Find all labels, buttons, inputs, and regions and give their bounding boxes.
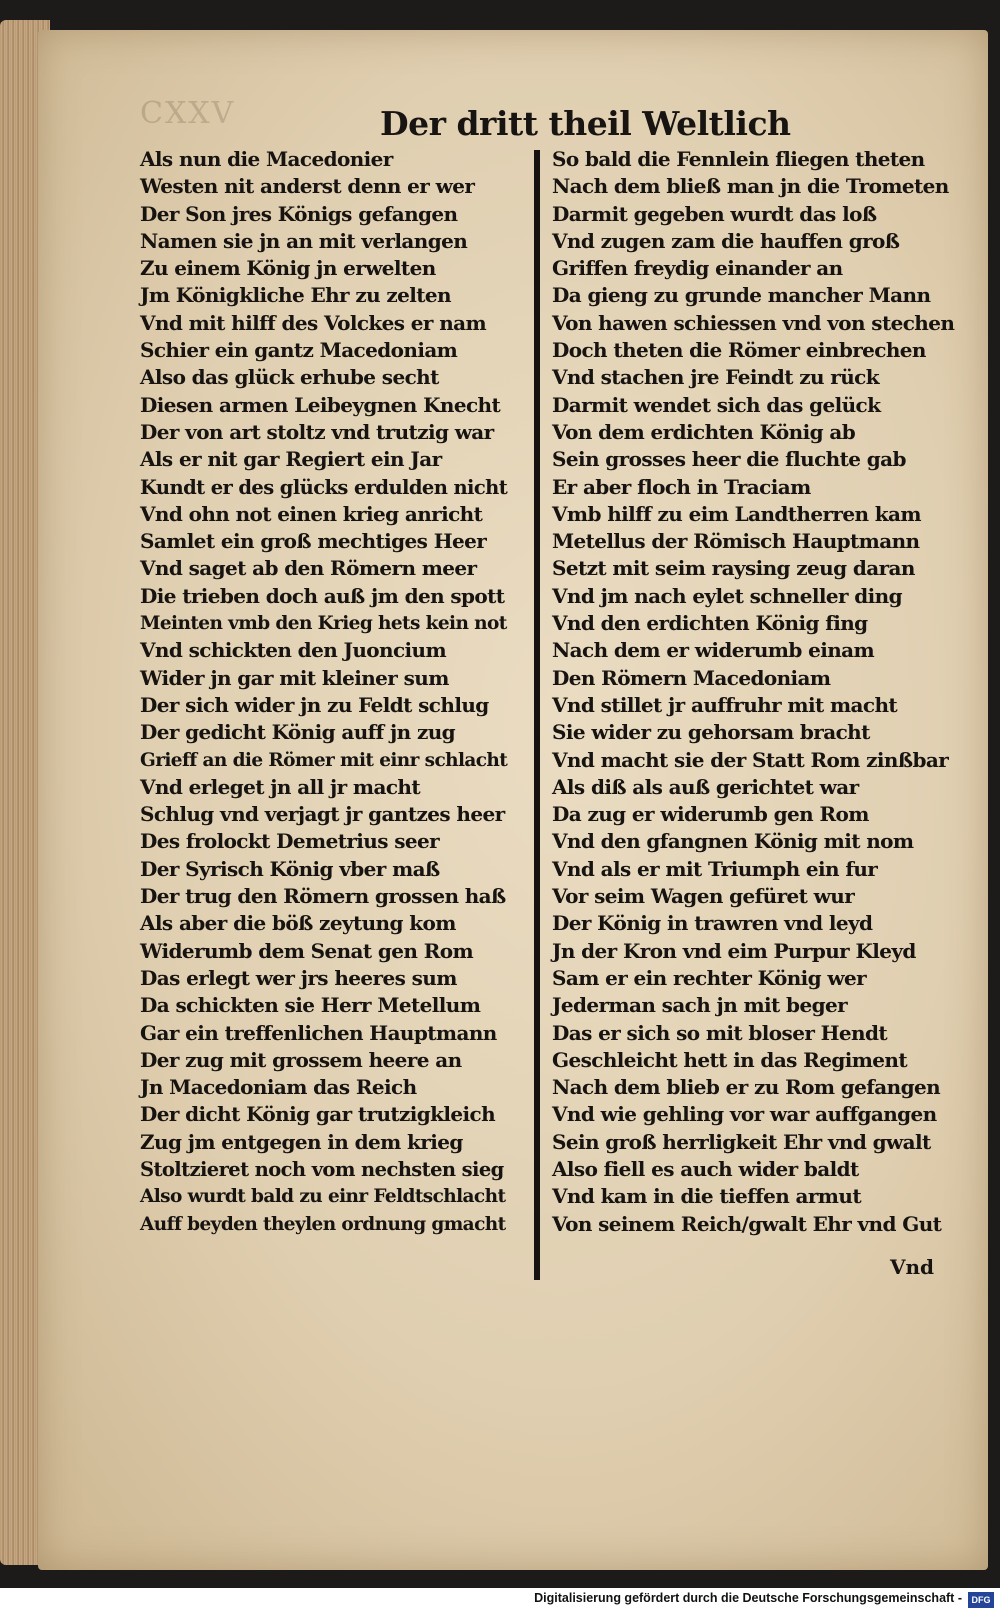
verse-line: Er aber floch in Traciam — [552, 474, 811, 499]
verse-line: Vnd saget ab den Römern meer — [140, 556, 477, 581]
verse-line: Den Römern Macedoniam — [552, 665, 831, 690]
verse-line: Widerumb dem Senat gen Rom — [140, 938, 474, 963]
verse-line: Meinten vmb den Krieg hets kein not — [140, 613, 507, 635]
verse-line: Diesen armen Leibeygnen Knecht — [140, 392, 501, 417]
verse-line: Nach dem er widerumb einam — [552, 638, 875, 663]
verse-line: Also das glück erhube secht — [140, 365, 439, 390]
verse-line: Vnd schickten den Juoncium — [140, 638, 447, 663]
digitization-credit: Digitalisierung gefördert durch die Deutsche Forschungsgemeinschaft - — [534, 1591, 962, 1605]
verse-line: Namen sie jn an mit verlangen — [140, 228, 468, 253]
verse-line: Der von art stoltz vnd trutzig war — [140, 419, 494, 444]
verse-line: Zu einem König jn erwelten — [140, 256, 436, 281]
verse-line: Darmit gegeben wurdt das loß — [552, 201, 877, 226]
verse-line: So bald die Fennlein fliegen theten — [552, 147, 925, 171]
verse-line: Auff beyden theylen ordnung gmacht — [140, 1213, 506, 1235]
dfg-logo-icon: DFG — [968, 1592, 994, 1608]
verse-line: Der zug mit grossem heere an — [140, 1047, 462, 1072]
column-divider-rule — [534, 150, 540, 1280]
verse-line: Zug jm entgegen in dem krieg — [140, 1129, 463, 1154]
verse-line: Schier ein gantz Macedoniam — [140, 338, 458, 363]
verse-line: Jn der Kron vnd eim Purpur Kleyd — [552, 938, 916, 963]
verse-line: Kundt er des glücks erdulden nicht — [140, 475, 508, 499]
verse-line: Westen nit anderst denn er wer — [140, 174, 475, 199]
verse-line: Von dem erdichten König ab — [552, 419, 856, 444]
credit-bar — [0, 1588, 1000, 1613]
verse-line: Geschleicht hett in das Regiment — [552, 1047, 907, 1072]
verse-line: Vnd zugen zam die hauffen groß — [552, 228, 900, 253]
verse-line: Vnd den gfangnen König mit nom — [552, 829, 914, 854]
verse-line: Nach dem blieb er zu Rom gefangen — [552, 1075, 941, 1100]
verse-line: Vnd mit hilff des Volckes er nam — [140, 310, 487, 335]
verse-line: Das erlegt wer jrs heeres sum — [140, 965, 457, 990]
folio-number: CXXV — [140, 96, 236, 131]
verse-line: Vnd wie gehling vor war auffgangen — [552, 1102, 937, 1127]
verse-line: Vnd stillet jr auffruhr mit macht — [552, 692, 898, 717]
verse-line: Gar ein treffenlichen Hauptmann — [140, 1020, 497, 1045]
verse-line: Vnd erleget jn all jr macht — [140, 774, 420, 799]
verse-line: Schlug vnd verjagt jr gantzes heer — [140, 802, 505, 827]
verse-line: Der König in trawren vnd leyd — [552, 911, 873, 936]
verse-line: Als aber die böß zeytung kom — [140, 911, 456, 936]
verse-line: Da zug er widerumb gen Rom — [552, 802, 869, 827]
verse-line: Also fiell es auch wider baldt — [552, 1156, 859, 1181]
verse-line: Vor seim Wagen gefüret wur — [552, 884, 855, 909]
verse-line: Der Son jres Königs gefangen — [140, 201, 458, 226]
verse-line: Jederman sach jn mit beger — [552, 993, 848, 1018]
verse-line: Des frolockt Demetrius seer — [140, 829, 440, 854]
verse-line: Grieff an die Römer mit einr schlacht — [140, 749, 508, 771]
verse-line: Da schickten sie Herr Metellum — [140, 993, 481, 1018]
verse-line: Da gieng zu grunde mancher Mann — [552, 283, 931, 308]
verse-line: Der gedicht König auff jn zug — [140, 720, 456, 745]
verse-line: Vnd macht sie der Statt Rom zinßbar — [552, 747, 949, 772]
verse-line: Von seinem Reich/gwalt Ehr vnd Gut — [552, 1211, 942, 1236]
verse-line: Der trug den Römern grossen haß — [140, 884, 506, 909]
left-text-column — [140, 146, 510, 1238]
verse-line: Sam er ein rechter König wer — [552, 965, 867, 990]
verse-line: Samlet ein groß mechtiges Heer — [140, 529, 487, 554]
verse-line: Vnd kam in die tieffen armut — [552, 1184, 861, 1209]
verse-line: Als nun die Macedonier — [140, 147, 393, 171]
verse-line: Die trieben doch auß jm den spott — [140, 583, 505, 608]
verse-line: Vnd den erdichten König fing — [552, 611, 868, 636]
verse-line: Sein groß herrligkeit Ehr vnd gwalt — [552, 1129, 931, 1154]
verse-line: Griffen freydig einander an — [552, 256, 843, 281]
verse-line: Von hawen schiessen vnd von stechen — [552, 310, 955, 335]
verse-line: Metellus der Römisch Hauptmann — [552, 529, 920, 554]
verse-line: Vnd jm nach eylet schneller ding — [552, 583, 902, 608]
verse-line: Das er sich so mit bloser Hendt — [552, 1020, 888, 1045]
verse-line: Vnd als er mit Triumph ein fur — [552, 856, 878, 881]
catchword: Vnd — [890, 1255, 935, 1279]
verse-line: Stoltzieret noch vom nechsten sieg — [140, 1157, 504, 1181]
verse-line: Vnd ohn not einen krieg anricht — [140, 501, 483, 526]
verse-line: Vmb hilff zu eim Landtherren kam — [552, 501, 921, 526]
verse-line: Nach dem bließ man jn die Trometen — [552, 174, 949, 199]
verse-line: Als er nit gar Regiert ein Jar — [140, 447, 442, 472]
right-text-column — [552, 146, 962, 1238]
verse-line: Darmit wendet sich das gelück — [552, 392, 881, 417]
verse-line: Sein grosses heer die fluchte gab — [552, 447, 906, 472]
verse-line: Wider jn gar mit kleiner sum — [140, 665, 449, 690]
verse-line: Also wurdt bald zu einr Feldtschlacht — [140, 1186, 506, 1208]
verse-line: Als diß als auß gerichtet war — [552, 774, 859, 799]
verse-line: Sie wider zu gehorsam bracht — [552, 720, 870, 745]
verse-line: Jm Königkliche Ehr zu zelten — [140, 283, 451, 308]
verse-line: Setzt mit seim raysing zeug daran — [552, 556, 915, 581]
verse-line: Doch theten die Römer einbrechen — [552, 338, 926, 363]
verse-line: Vnd stachen jre Feindt zu rück — [552, 365, 880, 390]
verse-line: Der dicht König gar trutzigkleich — [140, 1102, 496, 1127]
verse-line: Der sich wider jn zu Feldt schlug — [140, 692, 489, 717]
verse-line: Jn Macedoniam das Reich — [140, 1075, 417, 1100]
verse-line: Der Syrisch König vber maß — [140, 856, 440, 881]
running-head: Der dritt theil Weltlich — [380, 104, 791, 143]
